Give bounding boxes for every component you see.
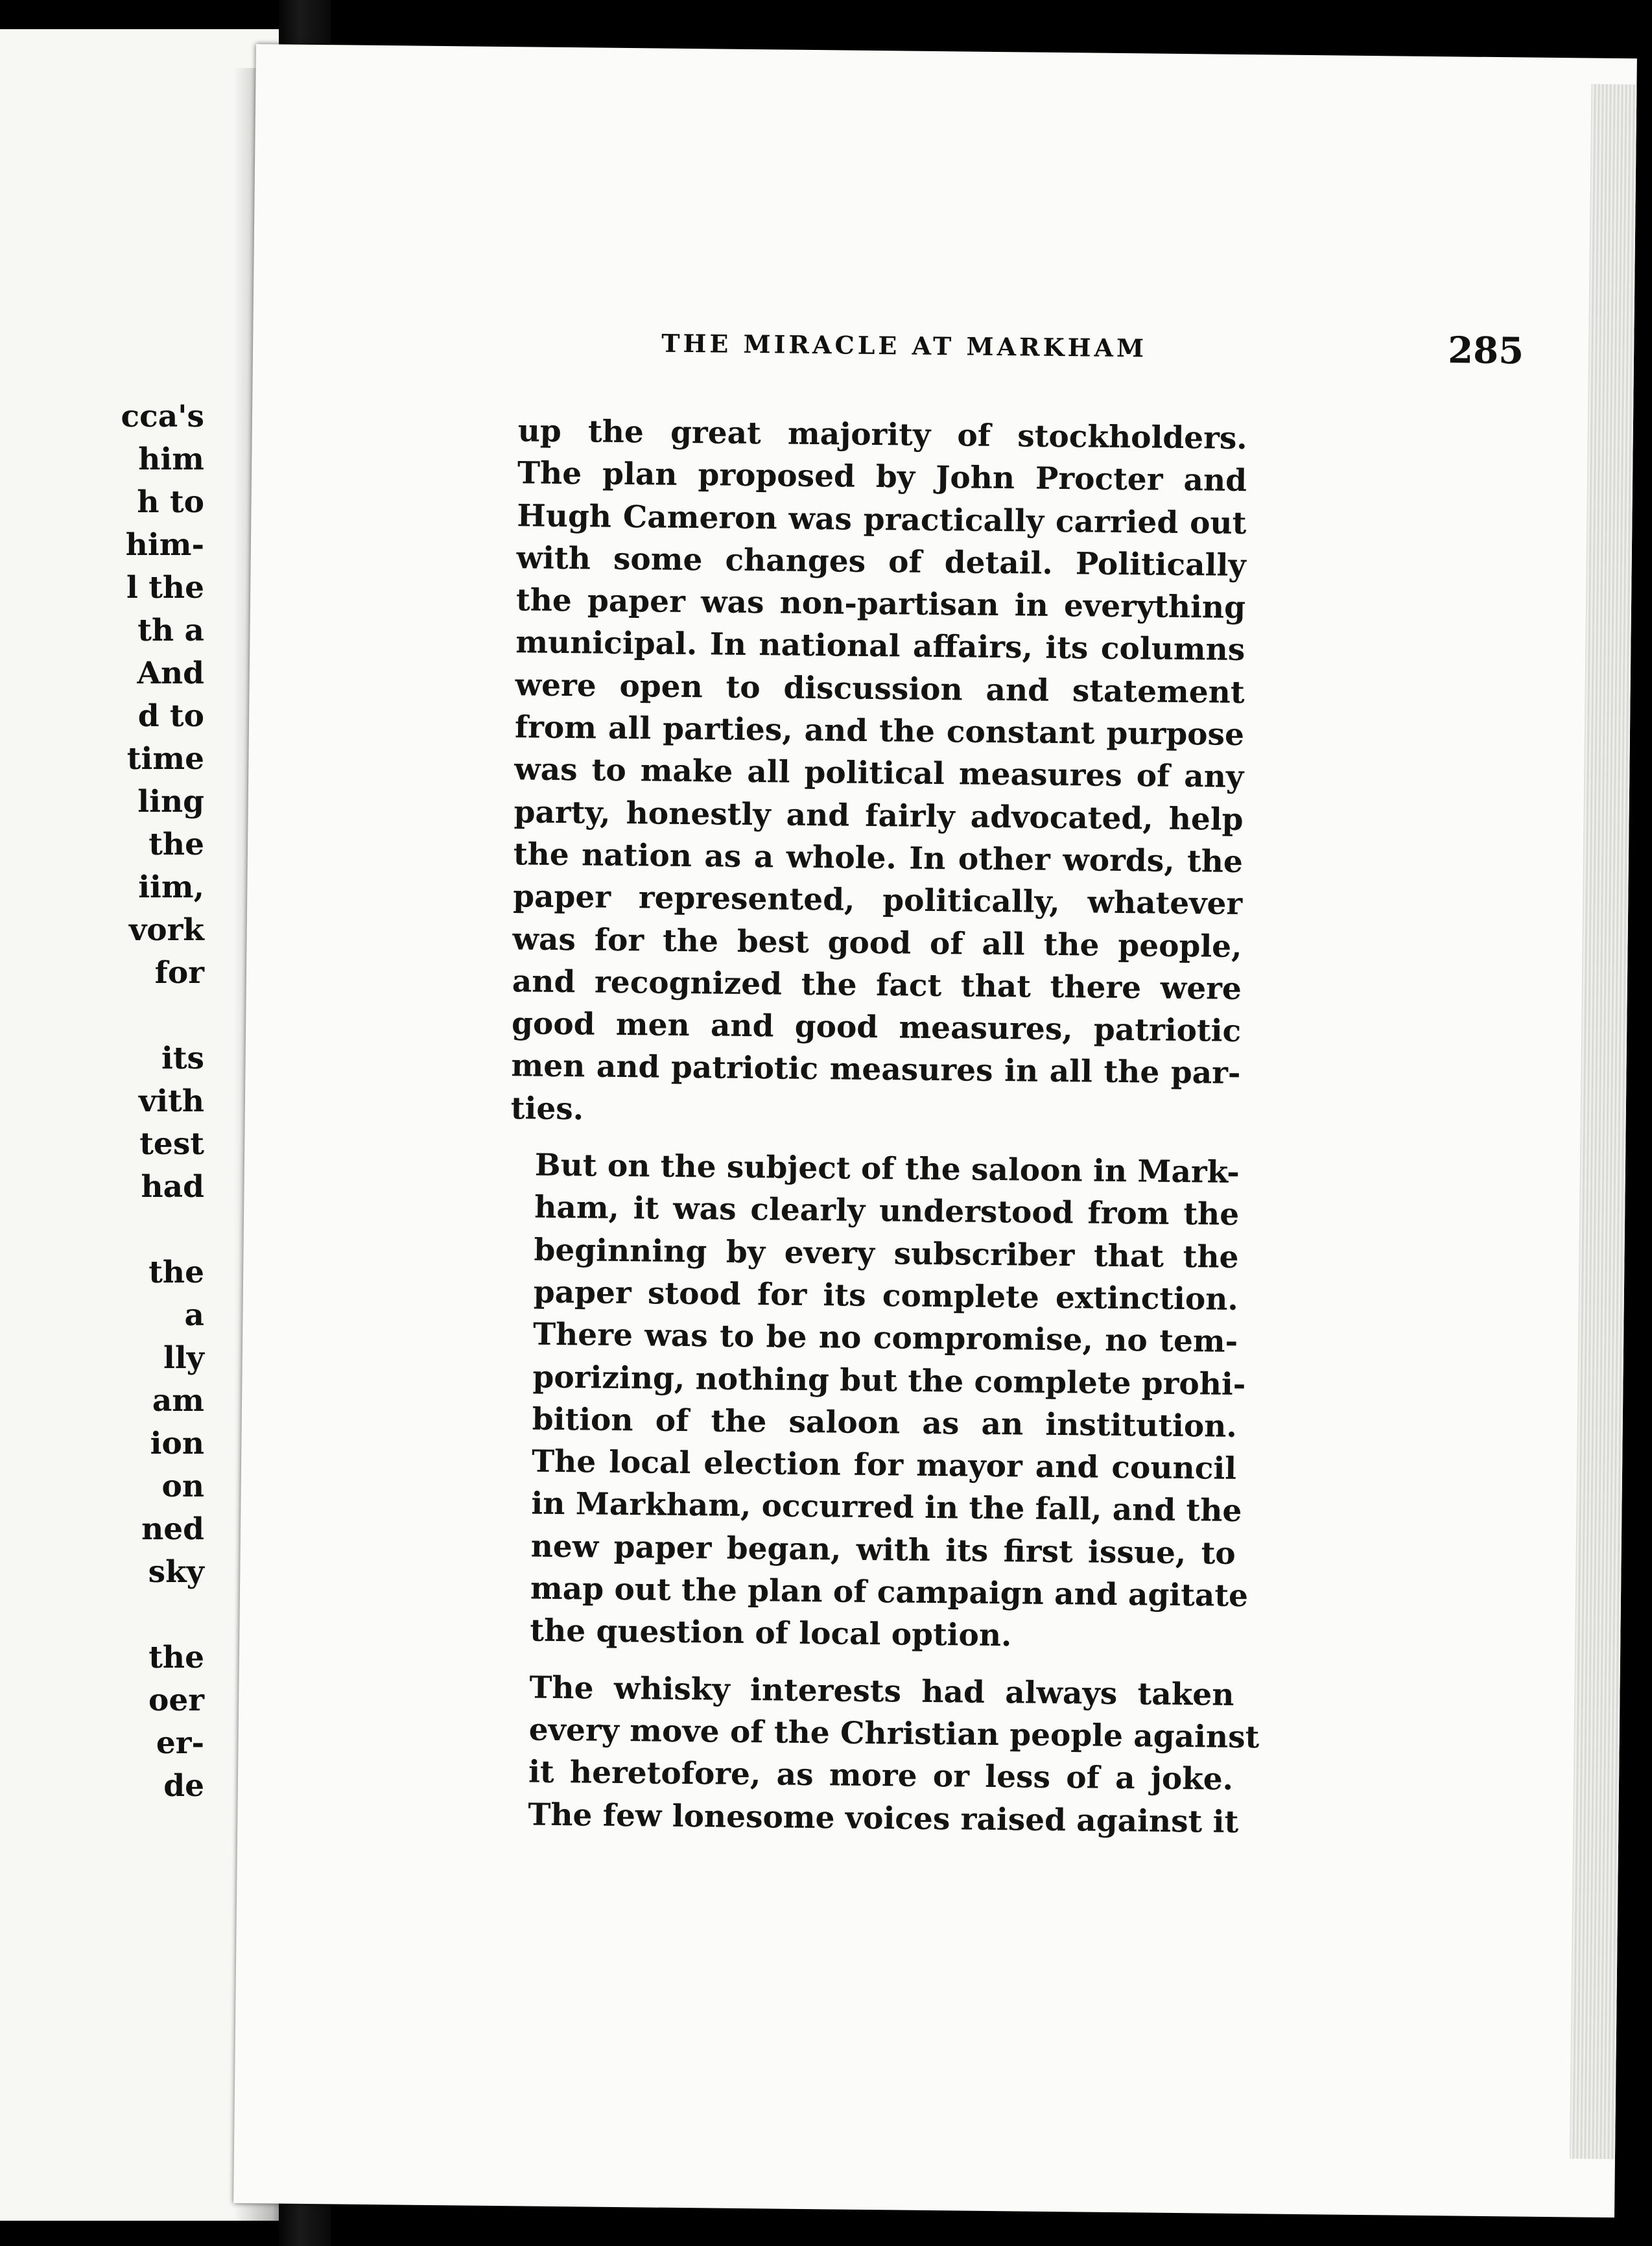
facing-page-fragment: ned xyxy=(141,1511,204,1547)
text-line: municipal. In national affairs, its columns xyxy=(515,624,1245,668)
text-line: The whisky interests had always taken xyxy=(529,1670,1234,1713)
facing-page-fragment: time xyxy=(126,741,204,777)
facing-page-fragment: vith xyxy=(138,1083,204,1119)
text-line: bition of the saloon as an institution. xyxy=(532,1401,1238,1445)
facing-page-fragment: am xyxy=(152,1383,204,1419)
text-line: Hugh Cameron was practically carried out xyxy=(517,497,1247,541)
facing-page-fragment: lly xyxy=(163,1340,204,1376)
text-line: beginning by every subscriber that the xyxy=(534,1232,1239,1275)
text-line: up the great majority of stockholders. xyxy=(517,413,1247,457)
page-number: 285 xyxy=(1447,329,1524,373)
running-head xyxy=(661,321,1524,382)
facing-page-fragment: him- xyxy=(125,527,204,563)
paragraph-2 xyxy=(505,1144,1249,1659)
facing-page-text-fragments xyxy=(10,396,204,1808)
facing-page-fragment: ion xyxy=(150,1426,204,1461)
facing-page-fragment: ling xyxy=(137,784,204,820)
facing-page-fragment: d to xyxy=(137,698,204,734)
text-line: party, honestly and fairly advocated, help xyxy=(513,794,1244,838)
text-line: The few lonesome voices raised against it xyxy=(528,1797,1239,1840)
text-line: The local election for mayor and council xyxy=(531,1443,1237,1487)
body-text xyxy=(503,410,1260,1843)
facing-page-fragment: l the xyxy=(126,570,204,606)
text-line: was to make all political measures of any xyxy=(514,751,1244,796)
text-line: paper represented, politically, whatever xyxy=(512,879,1243,923)
facing-page-fragment: him xyxy=(138,442,204,477)
page-content xyxy=(233,44,1592,2217)
facing-page-fragment: the xyxy=(148,1255,204,1290)
facing-page-fragment: the xyxy=(148,827,204,862)
text-line: paper stood for its complete extinction. xyxy=(533,1274,1239,1318)
facing-page-fragment: er- xyxy=(156,1725,204,1761)
text-line: good men and good measures, patriotic xyxy=(511,1006,1242,1050)
paragraph-1 xyxy=(510,410,1247,1137)
text-line: with some changes of detail. Politically xyxy=(516,540,1246,584)
facing-page-fragment: oer xyxy=(148,1683,204,1718)
text-line: was for the best good of all the people, xyxy=(512,921,1242,965)
facing-page-fragment: And xyxy=(137,656,204,691)
text-line: the nation as a whole. In other words, the xyxy=(513,836,1244,880)
facing-page-fragment: cca's xyxy=(121,399,204,434)
text-line: the paper was non-partisan in everything xyxy=(515,582,1246,626)
text-line: men and patriotic measures in all the par- xyxy=(511,1048,1241,1092)
facing-page-fragment: th a xyxy=(137,613,204,648)
facing-page-fragment: test xyxy=(139,1126,204,1162)
facing-page-fragment: on xyxy=(161,1469,204,1504)
text-line: new paper began, with its first issue, to xyxy=(530,1528,1236,1572)
text-line: in Markham, occurred in the fall, and the xyxy=(531,1485,1242,1530)
text-line: and recognized the fact that there were xyxy=(512,963,1242,1007)
running-head-title: THE MIRACLE AT MARKHAM xyxy=(661,328,1148,363)
facing-page-fragment: had xyxy=(141,1169,204,1205)
facing-page-fragment: vork xyxy=(129,912,204,948)
text-line: the question of local option. xyxy=(530,1613,1012,1654)
text-line: ham, it was clearly understood from the xyxy=(534,1189,1240,1233)
facing-page-fragment xyxy=(10,1594,204,1637)
facing-page-fragment: de xyxy=(163,1768,204,1804)
facing-page-fragment: its xyxy=(161,1041,204,1076)
facing-page-fragment xyxy=(10,995,204,1037)
text-line: But on the subject of the saloon in Mark- xyxy=(534,1147,1240,1191)
facing-page-fragment: for xyxy=(154,955,204,991)
page-right xyxy=(233,44,1637,2217)
text-line: The plan proposed by John Procter and xyxy=(517,455,1247,499)
facing-page-fragment: a xyxy=(184,1297,204,1333)
paragraph-3 xyxy=(503,1666,1260,1843)
text-line: from all parties, and the constant purpose xyxy=(514,709,1245,753)
text-line: map out the plan of campaign and agitate xyxy=(530,1570,1249,1614)
facing-page-fragment xyxy=(10,1209,204,1251)
text-line: were open to discussion and statement xyxy=(515,667,1245,711)
facing-page-fragment: the xyxy=(148,1640,204,1675)
facing-page-fragment: sky xyxy=(148,1554,204,1590)
facing-page-fragment: h to xyxy=(137,484,204,520)
text-line: There was to be no compromise, no tem- xyxy=(532,1316,1238,1360)
text-line: it heretofore, as more or less of a joke. xyxy=(528,1754,1234,1798)
facing-page-fragment: iim, xyxy=(138,869,204,905)
text-line: ties. xyxy=(510,1090,584,1128)
text-line: every move of the Christian people against xyxy=(528,1712,1260,1756)
text-line: porizing, nothing but the complete prohi- xyxy=(532,1359,1246,1402)
